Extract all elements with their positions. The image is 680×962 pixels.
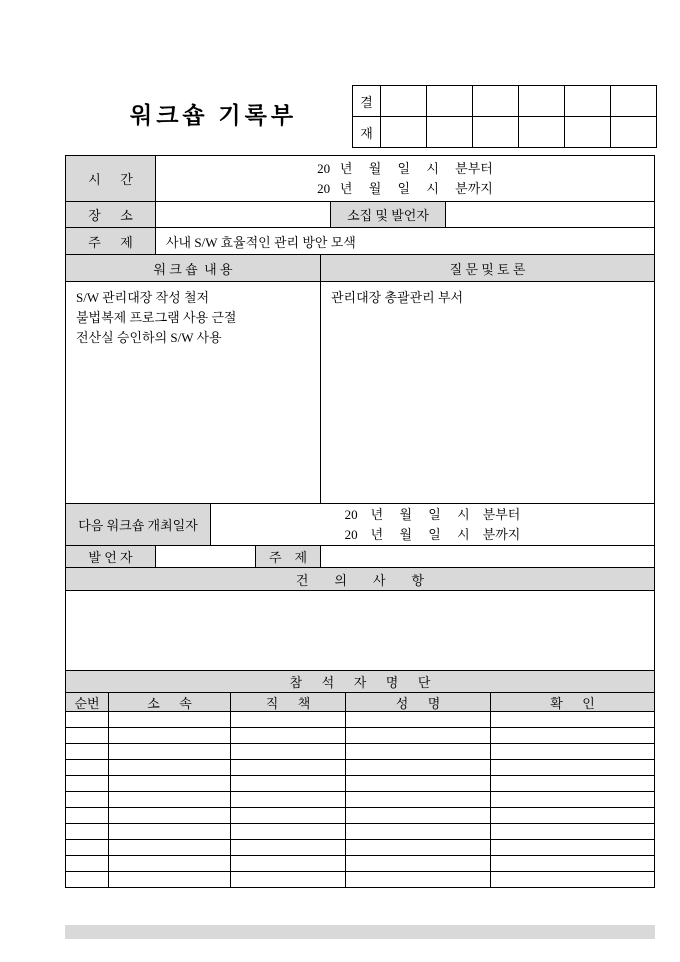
approval-sign-cell[interactable] bbox=[427, 117, 473, 148]
attendee-confirm-cell[interactable] bbox=[491, 728, 654, 743]
attendee-position-cell[interactable] bbox=[231, 776, 346, 791]
time-label: 시 간 bbox=[66, 156, 156, 201]
attendee-name-cell[interactable] bbox=[346, 728, 491, 743]
attendees-col-name: 성 명 bbox=[346, 693, 491, 711]
main-form bbox=[65, 155, 655, 888]
attendee-no-cell[interactable] bbox=[66, 712, 109, 727]
approval-sign-cell[interactable] bbox=[381, 117, 427, 148]
attendee-position-cell[interactable] bbox=[231, 840, 346, 855]
attendee-no-cell[interactable] bbox=[66, 792, 109, 807]
attendee-confirm-cell[interactable] bbox=[491, 856, 654, 871]
attendee-position-cell[interactable] bbox=[231, 824, 346, 839]
approval-sign-cell[interactable] bbox=[473, 117, 519, 148]
attendee-confirm-cell[interactable] bbox=[491, 840, 654, 855]
attendee-affiliation-cell[interactable] bbox=[109, 760, 231, 775]
attendees-columns-row bbox=[66, 693, 654, 712]
attendee-row bbox=[66, 824, 654, 840]
attendee-affiliation-cell[interactable] bbox=[109, 856, 231, 871]
time-row bbox=[66, 156, 654, 202]
suggestions-body-row bbox=[66, 591, 654, 671]
place-value[interactable] bbox=[156, 202, 331, 227]
attendee-no-cell[interactable] bbox=[66, 872, 109, 887]
attendee-position-cell[interactable] bbox=[231, 712, 346, 727]
attendee-no-cell[interactable] bbox=[66, 856, 109, 871]
attendees-col-position: 직 책 bbox=[231, 693, 346, 711]
attendee-affiliation-cell[interactable] bbox=[109, 712, 231, 727]
attendee-name-cell[interactable] bbox=[346, 872, 491, 887]
attendee-confirm-cell[interactable] bbox=[491, 760, 654, 775]
attendee-position-cell[interactable] bbox=[231, 760, 346, 775]
attendee-name-cell[interactable] bbox=[346, 776, 491, 791]
attendee-no-cell[interactable] bbox=[66, 808, 109, 823]
approval-label-bottom: 재 bbox=[353, 117, 381, 148]
attendee-name-cell[interactable] bbox=[346, 808, 491, 823]
attendee-name-cell[interactable] bbox=[346, 856, 491, 871]
attendee-affiliation-cell[interactable] bbox=[109, 744, 231, 759]
attendee-affiliation-cell[interactable] bbox=[109, 808, 231, 823]
attendee-confirm-cell[interactable] bbox=[491, 792, 654, 807]
discussion-body[interactable] bbox=[321, 282, 654, 503]
attendee-position-cell[interactable] bbox=[231, 744, 346, 759]
attendee-no-cell[interactable] bbox=[66, 824, 109, 839]
topic-row bbox=[66, 228, 654, 255]
attendee-confirm-cell[interactable] bbox=[491, 872, 654, 887]
attendee-confirm-cell[interactable] bbox=[491, 808, 654, 823]
attendees-header-row bbox=[66, 671, 654, 693]
speaker-row bbox=[66, 546, 654, 568]
speaker-topic-label: 주 제 bbox=[256, 546, 321, 567]
approval-sign-cell[interactable] bbox=[611, 117, 657, 148]
approval-sign-cell[interactable] bbox=[565, 86, 611, 117]
workshop-content-body[interactable] bbox=[66, 282, 321, 503]
attendee-confirm-cell[interactable] bbox=[491, 712, 654, 727]
time-value[interactable] bbox=[156, 156, 654, 201]
attendee-no-cell[interactable] bbox=[66, 728, 109, 743]
attendee-row bbox=[66, 840, 654, 856]
discussion-line: 관리대장 총괄관리 부서 bbox=[331, 290, 464, 305]
footer-decoration-bar bbox=[65, 925, 655, 939]
attendee-position-cell[interactable] bbox=[231, 792, 346, 807]
attendee-name-cell[interactable] bbox=[346, 760, 491, 775]
attendee-affiliation-cell[interactable] bbox=[109, 872, 231, 887]
attendee-position-cell[interactable] bbox=[231, 728, 346, 743]
attendee-row bbox=[66, 792, 654, 808]
discussion-header: 질 문 및 토 론 bbox=[321, 255, 654, 281]
workshop-line: 불법복제 프로그램 사용 근절 bbox=[76, 310, 237, 325]
time-from: 20 년 월 일 시 분부터 bbox=[317, 160, 493, 176]
approval-sign-cell[interactable] bbox=[565, 117, 611, 148]
next-workshop-label: 다음 워크숍 개최일자 bbox=[66, 504, 211, 545]
approval-sign-cell[interactable] bbox=[427, 86, 473, 117]
attendees-col-affiliation: 소 속 bbox=[109, 693, 231, 711]
attendee-row bbox=[66, 760, 654, 776]
speaker-topic-value[interactable] bbox=[321, 546, 654, 567]
attendee-row bbox=[66, 712, 654, 728]
attendee-name-cell[interactable] bbox=[346, 712, 491, 727]
convener-value[interactable] bbox=[446, 202, 654, 227]
attendees-col-no: 순번 bbox=[66, 693, 109, 711]
attendee-name-cell[interactable] bbox=[346, 840, 491, 855]
place-label: 장 소 bbox=[66, 202, 156, 227]
time-to: 20 년 월 일 시 분까지 bbox=[317, 180, 493, 196]
workshop-content-header: 워 크 숍 내 용 bbox=[66, 255, 321, 281]
speaker-label: 발 언 자 bbox=[66, 546, 156, 567]
place-row bbox=[66, 202, 654, 228]
attendees-header: 참 석 자 명 단 bbox=[66, 671, 654, 692]
next-workshop-row bbox=[66, 504, 654, 546]
attendee-no-cell[interactable] bbox=[66, 840, 109, 855]
attendees-col-confirm: 확 인 bbox=[491, 693, 654, 711]
convener-label: 소집 및 발언자 bbox=[331, 202, 446, 227]
attendee-position-cell[interactable] bbox=[231, 856, 346, 871]
attendee-row bbox=[66, 776, 654, 792]
attendee-no-cell[interactable] bbox=[66, 760, 109, 775]
attendee-name-cell[interactable] bbox=[346, 744, 491, 759]
topic-label: 주 제 bbox=[66, 228, 156, 254]
approval-label-top: 결 bbox=[353, 86, 381, 117]
next-workshop-from: 20 년 월 일 시 분부터 bbox=[344, 506, 521, 522]
attendee-rows bbox=[66, 712, 654, 888]
document-title: 워크숍 기록부 bbox=[130, 103, 298, 128]
content-body-row bbox=[66, 282, 654, 504]
workshop-line: 전산실 승인하의 S/W 사용 bbox=[76, 330, 222, 345]
speaker-value[interactable] bbox=[156, 546, 256, 567]
approval-sign-cell[interactable] bbox=[611, 86, 657, 117]
content-header-row bbox=[66, 255, 654, 282]
attendee-row bbox=[66, 872, 654, 888]
attendee-no-cell[interactable] bbox=[66, 744, 109, 759]
attendee-confirm-cell[interactable] bbox=[491, 744, 654, 759]
approval-sign-cell[interactable] bbox=[473, 86, 519, 117]
attendee-affiliation-cell[interactable] bbox=[109, 776, 231, 791]
attendee-affiliation-cell[interactable] bbox=[109, 728, 231, 743]
attendee-row bbox=[66, 808, 654, 824]
suggestions-body[interactable] bbox=[66, 591, 654, 670]
attendee-position-cell[interactable] bbox=[231, 872, 346, 887]
attendee-name-cell[interactable] bbox=[346, 792, 491, 807]
attendee-row bbox=[66, 856, 654, 872]
workshop-line: S/W 관리대장 작성 철저 bbox=[76, 290, 210, 305]
attendee-row bbox=[66, 728, 654, 744]
attendee-position-cell[interactable] bbox=[231, 808, 346, 823]
next-workshop-to: 20 년 월 일 시 분까지 bbox=[344, 526, 521, 542]
suggestions-header: 건 의 사 항 bbox=[66, 568, 654, 590]
approval-sign-cell[interactable] bbox=[519, 117, 565, 148]
approval-sign-cell[interactable] bbox=[519, 86, 565, 117]
attendee-no-cell[interactable] bbox=[66, 776, 109, 791]
topic-value: 사내 S/W 효율적인 관리 방안 모색 bbox=[166, 234, 356, 250]
attendee-affiliation-cell[interactable] bbox=[109, 824, 231, 839]
attendee-row bbox=[66, 744, 654, 760]
suggestions-header-row bbox=[66, 568, 654, 591]
attendee-confirm-cell[interactable] bbox=[491, 824, 654, 839]
attendee-affiliation-cell[interactable] bbox=[109, 792, 231, 807]
approval-sign-cell[interactable] bbox=[381, 86, 427, 117]
next-workshop-value[interactable] bbox=[211, 504, 654, 545]
attendee-name-cell[interactable] bbox=[346, 824, 491, 839]
approval-table bbox=[352, 85, 657, 148]
attendee-confirm-cell[interactable] bbox=[491, 776, 654, 791]
attendee-affiliation-cell[interactable] bbox=[109, 840, 231, 855]
